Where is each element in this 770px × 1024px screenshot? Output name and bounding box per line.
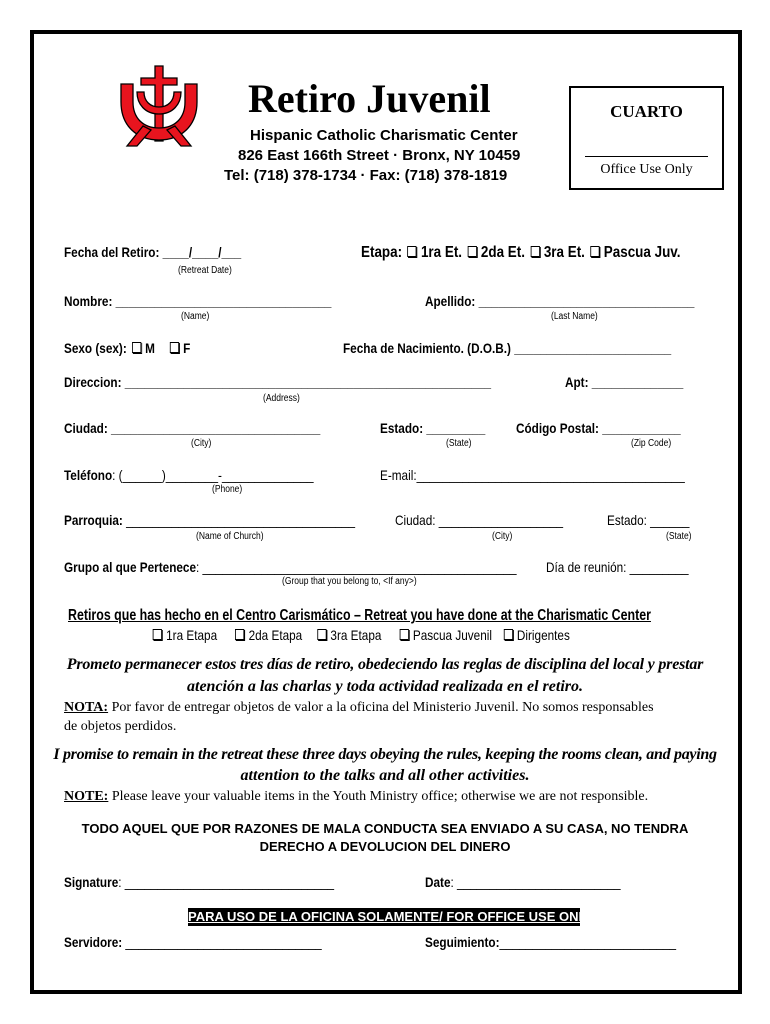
note-text: Please leave your valuable items in the Youth Ministry office; otherwise we are not responsible. [108,789,649,804]
nota-line-2: de objetos perdidos. [64,719,177,734]
nombre-blank[interactable]: : _________________________________ [108,293,332,309]
p-estado-label: Estado: [607,512,647,528]
nombre-sub: (Name) [181,311,210,322]
zip-sub: (Zip Code) [631,438,672,449]
servidore-label: Servidore: [64,934,123,950]
email-label: E-mail: [380,467,417,483]
promise-es-line-1: Prometo permanecer estos tres días de retiro, obedeciendo las reglas de disciplina del local y prestar [66,656,704,673]
p-ciudad-sub: (City) [492,531,513,542]
telefono-blank[interactable]: : (______)________-______________ [112,467,314,483]
grupo-blank[interactable]: : ________________________________________________ [196,559,517,575]
estado-sub: (State) [446,438,472,449]
parroquia-field[interactable] [64,512,355,528]
retiro-2da-checkbox[interactable] [235,629,244,640]
parroquia-label: Parroquia: [64,512,123,528]
note-line [64,789,648,805]
sexo-m-label: M [145,340,155,356]
date-blank[interactable]: : _________________________ [450,874,621,890]
zip-blank[interactable]: ____________ [598,420,681,436]
dob-label: Fecha de Nacimiento. (D.O.B.) [343,340,511,356]
etapa-3-checkbox[interactable] [530,246,539,257]
etapa-1-label: 1ra Et. [420,244,463,261]
parroquia-blank[interactable]: ___________________________________ [122,512,355,528]
sexo-f-checkbox[interactable] [170,342,179,353]
etapa-pascua-label: Pascua Juv. [603,244,681,261]
apellido-blank[interactable]: : _________________________________ [471,293,695,309]
nota-line-1 [64,700,654,716]
apt-field[interactable] [565,374,683,390]
grupo-field[interactable] [64,559,516,575]
nombre-label: Nombre [64,293,109,309]
etapa-label: Etapa: [361,244,403,261]
office-banner [188,908,594,926]
date-field[interactable] [425,874,621,890]
etapa-1-checkbox[interactable] [408,246,417,257]
fecha-sub: (Retreat Date) [178,265,232,276]
retiro-3ra-checkbox[interactable] [317,629,326,640]
zip-label: Código Postal: [516,420,599,436]
room-box-note: Office Use Only [600,162,693,177]
promise-es-line-2: atención a las charlas y toda actividad realizada en el retiro. [187,678,583,695]
email-field[interactable] [380,467,685,483]
retiro-2da-label: 2da Etapa [248,627,303,643]
reunion-field[interactable] [546,559,689,575]
page-title: Retiro Juvenil [248,76,491,121]
retiro-pascua-label: Pascua Juvenil [412,627,492,643]
direccion-sub: (Address) [263,393,300,404]
reunion-blank[interactable]: _________ [626,559,689,575]
cross-logo [113,62,203,148]
warning-line-1: TODO AQUEL QUE POR RAZONES DE MALA CONDUCTA SEA ENVIADO A SU CASA, NO TENDRA [81,821,689,836]
grupo-sub: (Group that you belong to, <If any>) [282,576,417,587]
retiro-dirigentes-checkbox[interactable] [503,629,512,640]
dob-blank[interactable]: ________________________ [510,340,672,356]
apt-label: Apt: [565,374,589,390]
retiro-1ra-checkbox[interactable] [153,629,162,640]
ciudad-blank[interactable]: : ________________________________ [103,420,321,436]
retiro-dirigentes-label: Dirigentes [516,627,570,643]
estado-blank[interactable]: _________ [423,420,486,436]
org-name: Hispanic Catholic Charismatic Center [250,127,518,144]
date-label: Date [425,874,451,890]
etapa-2-checkbox[interactable] [467,246,476,257]
retiro-pascua-checkbox[interactable] [399,629,408,640]
office-banner-text: PARA USO DE LA OFICINA SOLAMENTE/ FOR OFFICE USE ONLY [188,909,594,924]
servidore-field[interactable] [64,934,322,950]
servidore-blank[interactable]: ______________________________ [122,934,322,950]
org-phone: Tel: (718) 378-1734 · Fax: (718) 378-1819 [224,167,508,184]
nota-label: NOTA: [64,700,109,715]
note-label: NOTE: [64,789,109,804]
signature-blank[interactable]: : ________________________________ [118,874,335,890]
etapa-3-label: 3ra Et. [543,244,585,261]
grupo-label: Grupo al que Pertenece [64,559,197,575]
seguimiento-field[interactable] [425,934,676,950]
direccion-label: Direccion [64,374,118,390]
estado-field[interactable] [380,420,485,436]
room-box-label: CUARTO [610,102,683,121]
telefono-sub: (Phone) [212,484,243,495]
p-ciudad-blank[interactable]: ___________________ [435,512,564,528]
nombre-field[interactable] [64,293,331,309]
warning-line-2: DERECHO A DEVOLUCION DEL DINERO [259,839,511,854]
etapa-field [361,244,680,262]
ciudad-label: Ciudad [64,420,104,436]
p-estado-field[interactable] [607,512,689,528]
sexo-field [64,340,190,356]
signature-field[interactable] [64,874,334,890]
telefono-field[interactable] [64,467,314,483]
apellido-label: Apellido [425,293,472,309]
etapa-pascua-checkbox[interactable] [590,246,599,257]
fecha-field[interactable] [64,244,241,260]
p-estado-blank[interactable]: ______ [646,512,690,528]
room-box [569,86,724,190]
p-estado-sub: (State) [666,531,692,542]
retiro-3ra-label: 3ra Etapa [330,627,382,643]
nota-text: Por favor de entregar objetos de valor a la oficina del Ministerio Juvenil. No somos responsables [108,700,654,715]
email-blank[interactable]: _________________________________________ [416,467,685,483]
apellido-sub: (Last Name) [551,311,598,322]
retiros-heading: Retiros que has hecho en el Centro Carismático – Retreat you have done at the Charismatic Center [68,607,651,624]
org-address: 826 East 166th Street · Bronx, NY 10459 [238,147,521,164]
p-ciudad-field[interactable] [395,512,563,528]
zip-field[interactable] [516,420,681,436]
promise-en-line-1: I promise to remain in the retreat these three days obeying the rules, keeping the rooms clean, and paying [53,746,717,763]
seguimiento-label: Seguimiento: [425,934,500,950]
dob-field[interactable] [343,340,671,356]
apt-blank[interactable]: ______________ [588,374,684,390]
fecha-blank[interactable]: : ____/____/___ [155,244,242,260]
promise-en-line-2: attention to the talks and all other activities. [240,767,530,784]
ciudad-field[interactable] [64,420,320,436]
apellido-field[interactable] [425,293,694,309]
etapa-2-label: 2da Et. [480,244,525,261]
signature-label: Signature [64,874,119,890]
sexo-m-checkbox[interactable] [132,342,141,353]
p-ciudad-label: Ciudad: [395,512,436,528]
reunion-label: Día de reunión: [546,559,627,575]
fecha-label: Fecha del Retiro [64,244,156,260]
seguimiento-blank[interactable]: ___________________________ [499,934,677,950]
ciudad-sub: (City) [191,438,212,449]
estado-label: Estado: [380,420,424,436]
room-box-line [585,156,708,157]
telefono-label: Teléfono [64,467,113,483]
direccion-field[interactable] [64,374,491,390]
parroquia-sub: (Name of Church) [196,531,264,542]
sexo-label: Sexo (sex): [64,340,127,356]
retiro-1ra-label: 1ra Etapa [166,627,218,643]
sexo-f-label: F [183,340,191,356]
retiros-options [151,627,570,643]
direccion-blank[interactable]: : ________________________________________________________ [117,374,492,390]
